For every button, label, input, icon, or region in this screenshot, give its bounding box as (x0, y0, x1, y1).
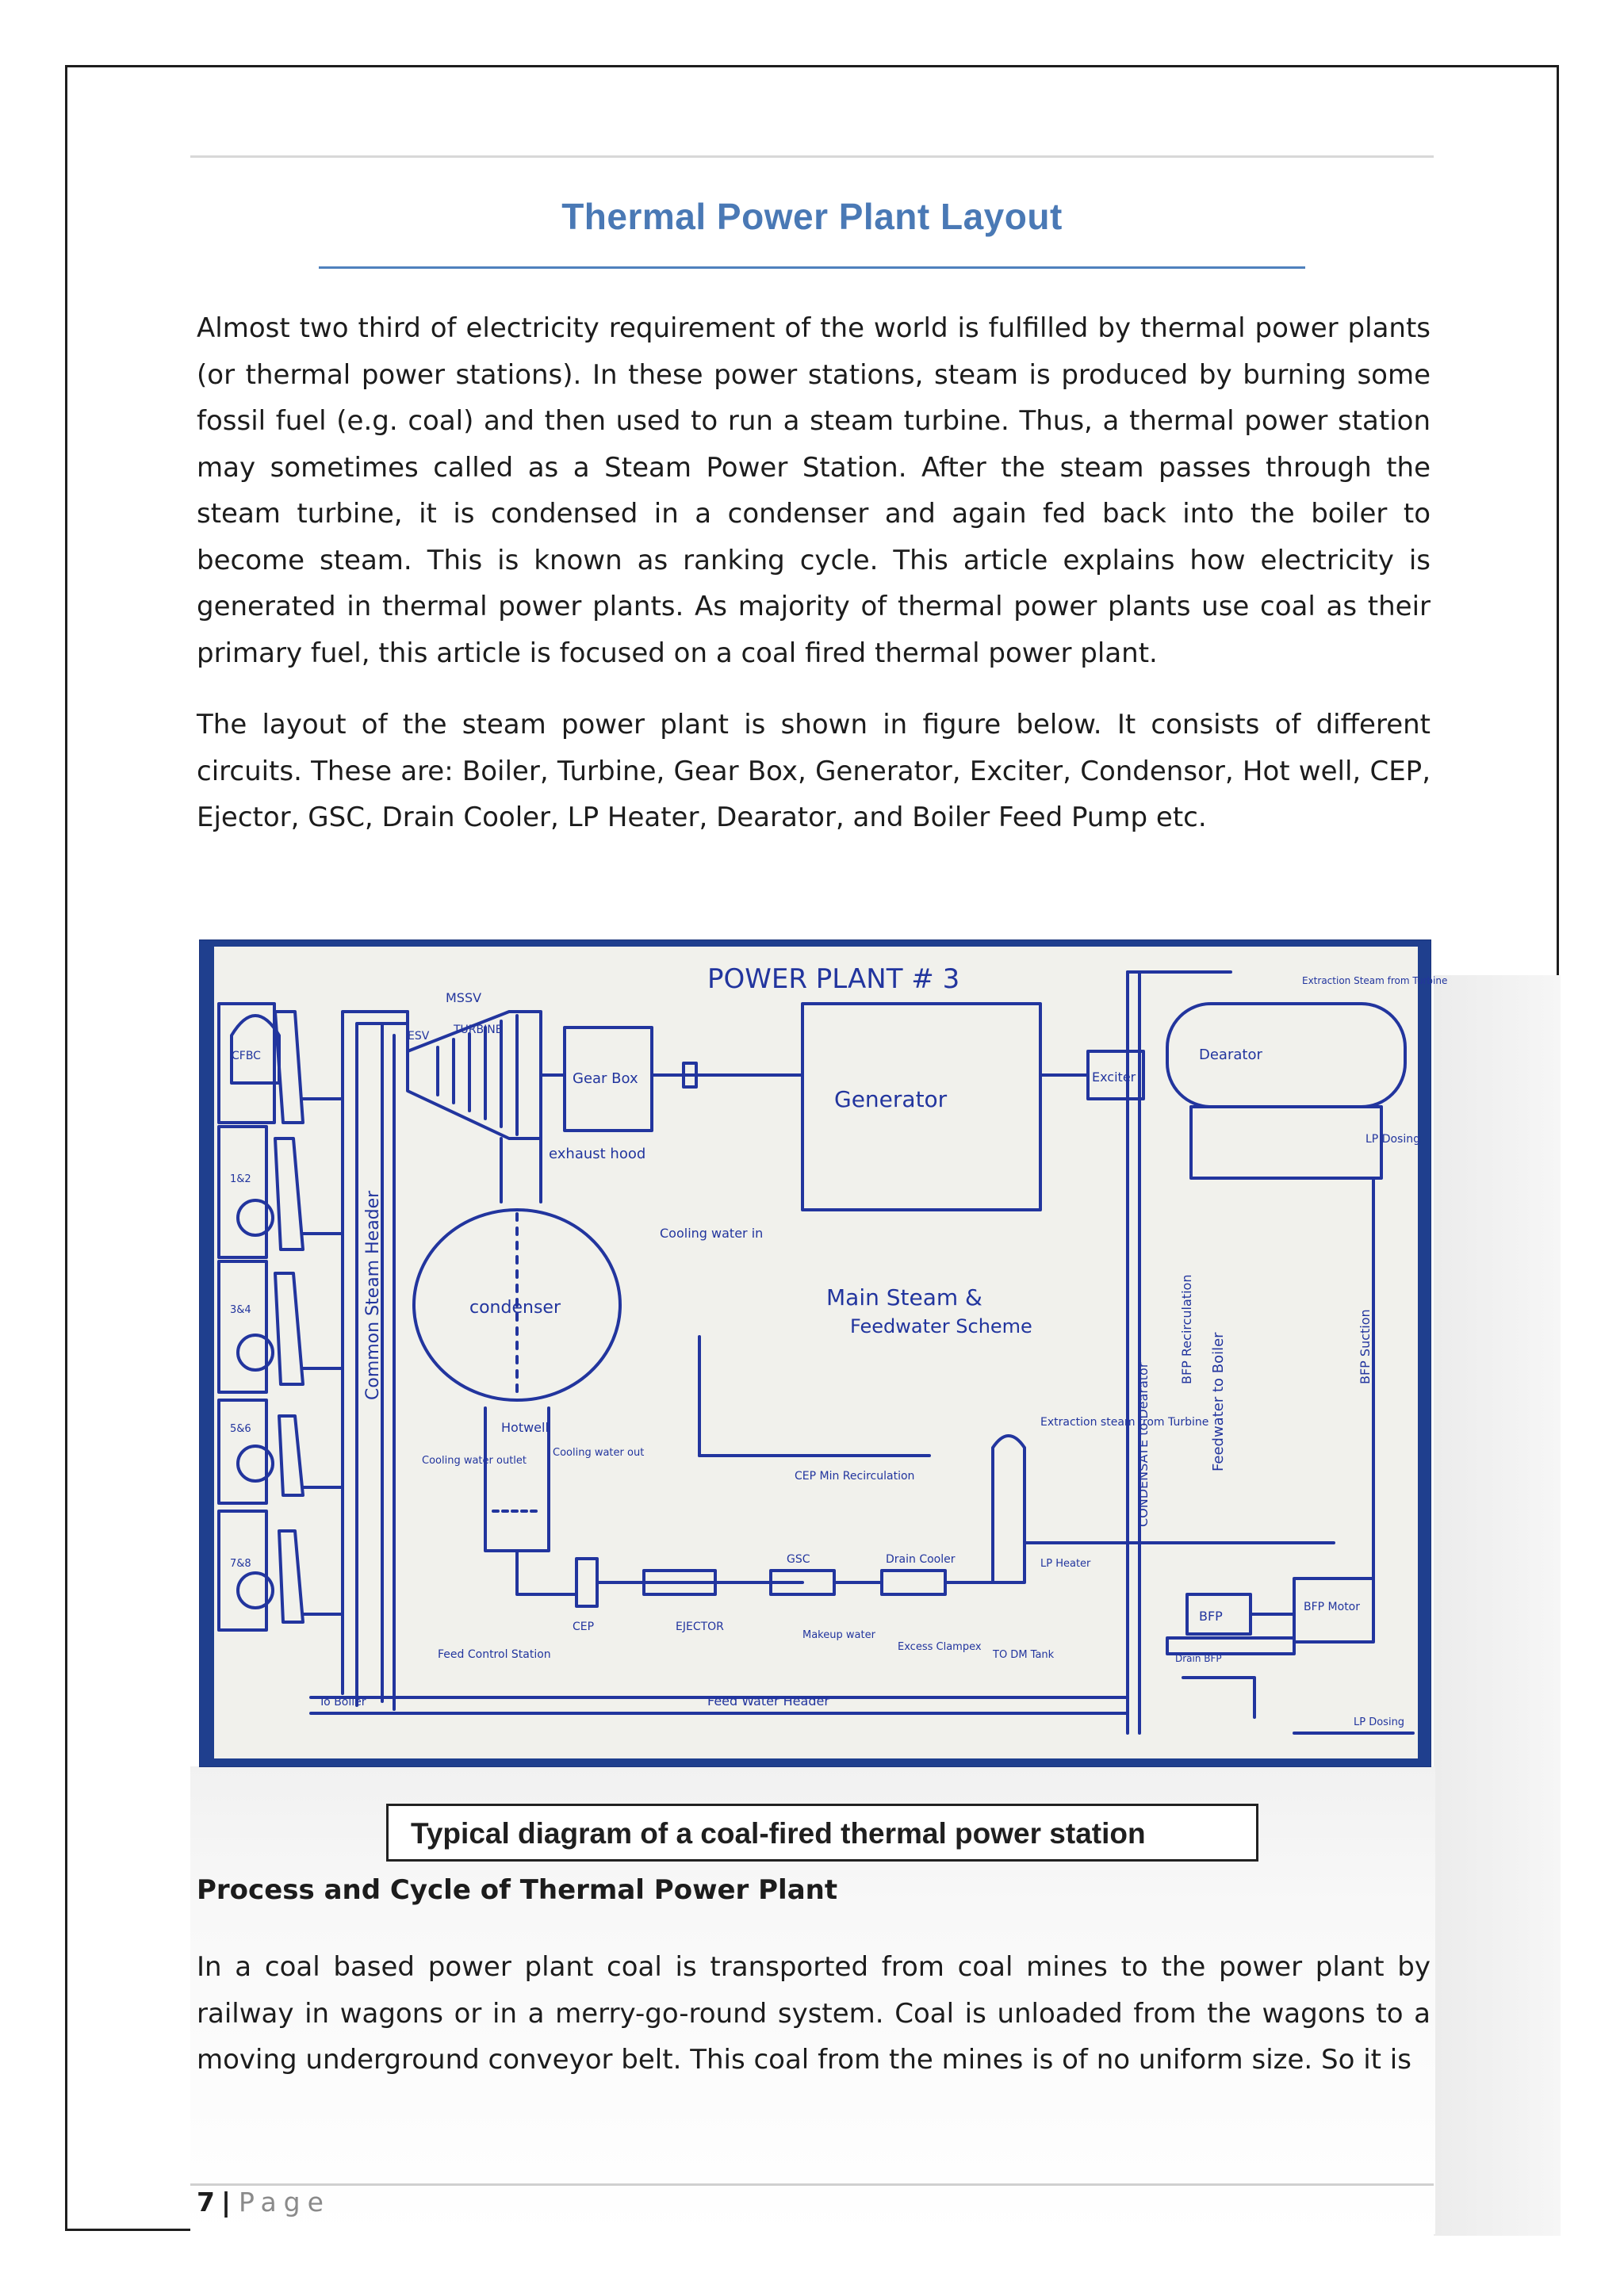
figure-caption: Typical diagram of a coal-fired thermal power station (411, 1817, 1146, 1850)
label-main-steam-2: Feedwater Scheme (850, 1315, 1032, 1337)
layout-paragraph: The layout of the steam power plant is shown in figure below. It consists of different circuits. These are: Boiler, Turbine, Gear Box, Generator, Exciter, Condensor, Hot well, CEP, Ejector, GSC, Drain Cooler, LP Heater, Dearator, and Boiler Feed Pump etc. (197, 709, 1431, 833)
header-rule (190, 155, 1434, 158)
label-lp-dosing: LP Dosing (1365, 1133, 1420, 1146)
label-gear-box: Gear Box (573, 1070, 638, 1087)
label-lp-dosing-bottom: LP Dosing (1354, 1716, 1405, 1728)
label-bfp: BFP (1199, 1609, 1223, 1624)
label-cooling-water-in: Cooling water in (660, 1226, 764, 1241)
section-heading: Process and Cycle of Thermal Power Plant (197, 1874, 838, 1906)
label-cooling-water-outlet: Cooling water outlet (422, 1455, 527, 1467)
intro-paragraph: Almost two third of electricity requirement of the world is fulfilled by thermal power plants (or thermal power stations). In these power stations, steam is produced by burning some fossil fuel (e.g. coal) and then used to run a steam turbine. Thus, a thermal power station may sometimes called as a Steam Power Station. After the steam passes through the steam turbine, it is condensed in a condenser and again fed back into the boiler to become steam. This is known as ranking cycle. This article explains how electricity is generated in thermal power plants. As majority of thermal power plants use coal as their primary fuel, this article is focused on a coal fired thermal power plant. (197, 312, 1431, 669)
figure-caption-box (386, 1804, 1258, 1862)
label-gsc: GSC (787, 1553, 810, 1566)
label-feedwater-to-boiler: Feedwater to Boiler (1210, 1332, 1227, 1471)
label-condensate-to-dearator: CONDENSATE to Dearator (1136, 1362, 1151, 1527)
power-plant-diagram (200, 940, 1448, 1766)
label-boiler-tag-4: 7&8 (230, 1558, 251, 1570)
title-underline (319, 266, 1305, 269)
label-cooling-water-out: Cooling water out (553, 1447, 645, 1459)
label-exhaust-hood: exhaust hood (549, 1146, 646, 1162)
label-dearator: Dearator (1199, 1047, 1262, 1063)
label-mssv: MSSV (446, 990, 482, 1005)
label-makeup-water: Makeup water (802, 1629, 875, 1641)
footer-separator: | (220, 2187, 232, 2218)
diagram-heading: POWER PLANT # 3 (707, 963, 960, 995)
label-to-boiler: To Boiler (319, 1696, 366, 1709)
label-cfbc: CFBC (232, 1050, 261, 1062)
label-hotwell: Hotwell (501, 1420, 549, 1435)
label-bfp-recirculation: BFP Recirculation (1179, 1274, 1194, 1384)
label-boiler-tag-1: 1&2 (230, 1173, 251, 1185)
label-bfp-motor: BFP Motor (1304, 1601, 1361, 1613)
label-turbine: TURBINE (454, 1024, 503, 1036)
page-number: 7 (197, 2187, 215, 2218)
scan-shadow-right (1434, 975, 1561, 2236)
label-excess-clampex: Excess Clampex (898, 1641, 982, 1653)
label-extraction-dearator: Extraction Steam from Turbine (1302, 975, 1448, 986)
process-paragraph: In a coal based power plant coal is transported from coal mines to the power plant by railway in wagons or in a merry-go-round system. Coal is unloaded from the wagons to a moving underground conveyor belt. This coal from the mines is of no uniform size. So it is (197, 1951, 1431, 2076)
label-generator: Generator (834, 1086, 948, 1112)
label-bfp-suction: BFP Suction (1358, 1309, 1373, 1384)
label-common-steam-header: Common Steam Header (363, 1190, 383, 1400)
label-feed-control-station: Feed Control Station (438, 1648, 551, 1661)
label-cep-min-recirculation: CEP Min Recirculation (795, 1470, 915, 1483)
label-extraction-heater: Extraction steam from Turbine (1040, 1416, 1209, 1429)
label-esv: ESV (408, 1030, 430, 1043)
label-main-steam-1: Main Steam & (826, 1284, 982, 1311)
label-condenser: condenser (469, 1298, 561, 1318)
page-title: Thermal Power Plant Layout (561, 196, 1063, 237)
label-feed-water-header: Feed Water Header (707, 1693, 829, 1709)
label-boiler-tag-3: 5&6 (230, 1423, 251, 1435)
label-drain-bfp: Drain BFP (1175, 1653, 1222, 1664)
label-ejector: EJECTOR (676, 1621, 724, 1633)
label-drain-cooler: Drain Cooler (886, 1553, 956, 1566)
page-footer (197, 2187, 331, 2218)
footer-rule (190, 2183, 1434, 2186)
label-exciter: Exciter (1092, 1070, 1136, 1085)
label-cep: CEP (573, 1621, 595, 1633)
label-to-dm-tank: TO DM Tank (993, 1649, 1055, 1661)
label-boiler-tag-2: 3&4 (230, 1304, 251, 1316)
label-lp-heater: LP Heater (1040, 1558, 1091, 1570)
page-label: Page (239, 2187, 331, 2218)
